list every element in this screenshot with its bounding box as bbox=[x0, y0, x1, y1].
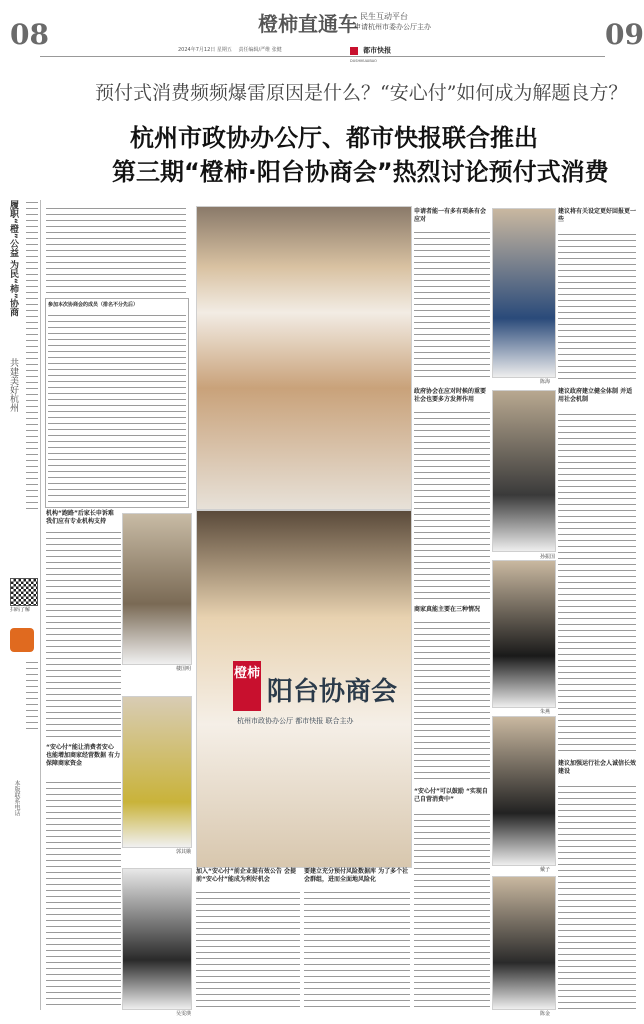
article-text-1 bbox=[46, 530, 121, 740]
article-text-4 bbox=[304, 890, 410, 1012]
brand-name: 都市快报 bbox=[363, 46, 392, 55]
participants-title: 参加本次协商会的成员（排名不分先后） bbox=[48, 302, 139, 308]
subhead-s10: 建议政府建立健全体制 并适用社会机制 bbox=[558, 388, 633, 403]
article-text-10 bbox=[558, 412, 636, 752]
article-text-3 bbox=[196, 890, 300, 1012]
portrait-photo-4 bbox=[492, 208, 556, 378]
qr-code bbox=[10, 578, 38, 606]
subhead-s8: “安心付”可以鼓励 “实现自己自营消费中” bbox=[414, 788, 488, 803]
banner-title: 阳台协商会 bbox=[267, 677, 398, 707]
photo-caption-2: 郭其娥 bbox=[176, 849, 192, 855]
app-icon bbox=[10, 628, 34, 652]
date-line bbox=[178, 46, 282, 53]
banner-photo bbox=[196, 510, 412, 868]
participants-list bbox=[48, 313, 186, 503]
portrait-photo-5 bbox=[492, 390, 556, 552]
banner-line-2: 都市快报 bbox=[295, 717, 324, 725]
brand-logo bbox=[350, 40, 391, 63]
main-headline-1: 杭州市政协办公厅、都市快报联合推出 bbox=[130, 124, 538, 152]
section-title: 橙柿直通车 bbox=[258, 12, 358, 36]
article-text-6 bbox=[414, 410, 490, 600]
page-number-right: 09 bbox=[605, 18, 644, 51]
brand-mark-icon bbox=[350, 47, 358, 55]
photo-caption-5: 孙振国 bbox=[540, 554, 556, 560]
banner-logo bbox=[233, 661, 261, 711]
photo-caption-6: 朱燕 bbox=[540, 709, 551, 715]
subhead-s3: 加入“安心付”前企业提有效公告 会提前“安心付”能成为利好机会 bbox=[196, 868, 296, 883]
vertical-slogan: 履职“橙”公益 为民“柿”协商 bbox=[8, 200, 18, 317]
article-text-9 bbox=[558, 232, 636, 382]
banner-line-1: 杭州市政协办公厅 bbox=[237, 717, 293, 725]
gutter-text bbox=[26, 200, 38, 510]
participants-box bbox=[45, 298, 189, 508]
subhead-s4: 要建立充分预付风险数据库 为了多个社会群组，进而全面地风险化 bbox=[304, 868, 409, 883]
portrait-photo-6 bbox=[492, 560, 556, 708]
vertical-tag: 共建美好杭州 bbox=[8, 358, 18, 412]
banner-line-3: 联合主办 bbox=[325, 717, 354, 725]
photo-caption-1: 楼国明 bbox=[176, 666, 192, 672]
subhead-s11: 建议加强运行社会人诚信长效建设 bbox=[558, 760, 637, 775]
subhead-s9: 建议将有关设定更好回报更一些 bbox=[558, 208, 637, 223]
article-text-8 bbox=[414, 812, 490, 1012]
gutter-divider bbox=[40, 200, 41, 1010]
photo-caption-4: 陈海 bbox=[540, 379, 551, 385]
portrait-photo-2 bbox=[122, 696, 192, 848]
portrait-photo-3 bbox=[122, 868, 192, 1010]
photo-caption-8: 陈金 bbox=[540, 1011, 551, 1017]
portrait-photo-1 bbox=[122, 513, 192, 665]
banner-organizers bbox=[237, 716, 353, 726]
brand-name-en: DUSHIKUAIBAO bbox=[350, 59, 377, 63]
vertical-contact: 本版联系电话 bbox=[13, 780, 20, 816]
subhead-s6: 政府协会在应对时候的重要 社会也要多方发挥作用 bbox=[414, 388, 487, 403]
banner-logo-text: 橙柿 bbox=[233, 666, 260, 681]
article-text-5 bbox=[414, 230, 490, 380]
article-text-2 bbox=[46, 780, 121, 1010]
meeting-photo bbox=[196, 206, 412, 510]
kicker-headline: 预付式消费频频爆雷原因是什么？“安心付”如何成为解题良方？ bbox=[95, 82, 628, 104]
subhead-s2: “安心付”能让消费者安心 也能增加商家经营数据 有力保障商家资金 bbox=[46, 744, 121, 767]
section-subtitle-1: 民生互动平台 bbox=[360, 12, 408, 21]
page-number-left: 08 bbox=[10, 18, 49, 51]
intro-text bbox=[46, 206, 186, 296]
photo-caption-3: 吴雯瑛 bbox=[176, 1011, 192, 1017]
qr-caption: 扫码了解 bbox=[10, 607, 31, 613]
article-text-11 bbox=[558, 784, 636, 1010]
subhead-s7: 商家真能主要在三种情况 bbox=[414, 606, 481, 613]
portrait-photo-7 bbox=[492, 716, 556, 866]
section-subtitle-2: 申请杭州市委办公厅主办 bbox=[354, 23, 431, 31]
article-text-7 bbox=[414, 620, 490, 780]
gutter-text-2 bbox=[26, 660, 38, 730]
editor-text: 责任编辑/严维 张健 bbox=[238, 47, 282, 53]
date-text: 2024年7月12日 星期五 bbox=[178, 47, 232, 53]
main-headline-2: 第三期“橙柿·阳台协商会”热烈讨论预付式消费 bbox=[112, 158, 609, 186]
photo-caption-7: 戴子 bbox=[540, 867, 551, 873]
portrait-photo-8 bbox=[492, 876, 556, 1010]
header-rule bbox=[40, 56, 605, 57]
subhead-s5: 申请者能一有多有项条有会应对 bbox=[414, 208, 487, 223]
subhead-s1: 机构“跑路”后家长申诉难 我们应有专业机构支持 bbox=[46, 510, 114, 525]
